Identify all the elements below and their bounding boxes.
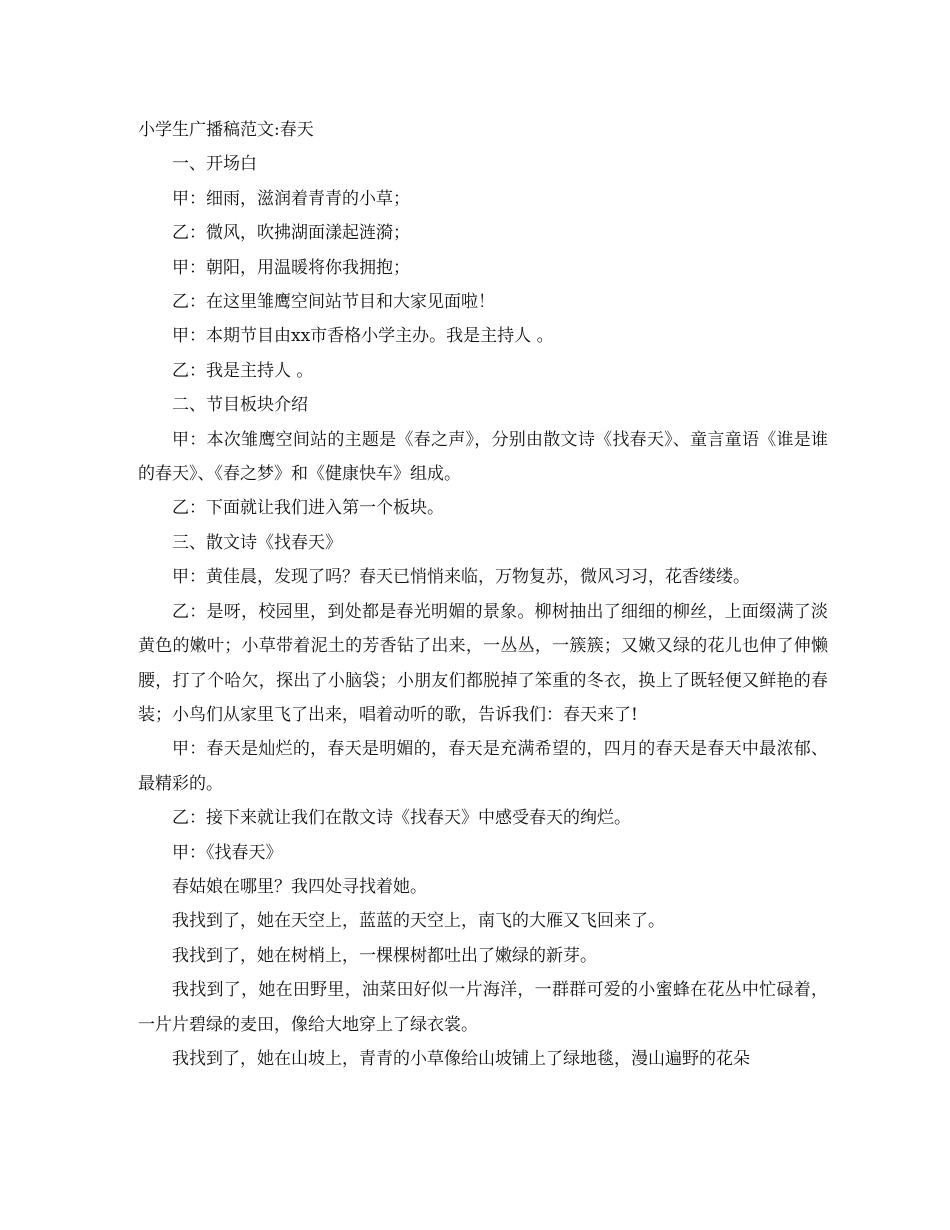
paragraph: 甲：细雨，滋润着青青的小草；	[172, 188, 410, 209]
paragraph: 甲：本次雏鹰空间站的主题是《春之声》，分别由散文诗《找春天》、童言童语《谁是谁的春天》、《春之梦》和《健康快车》组成。	[138, 429, 828, 485]
paragraph: 一、开场白	[172, 154, 257, 175]
paragraph: 我找到了，她在山坡上，青青的小草像给山坡铺上了绿地毯，漫山遍野的花朵	[172, 1048, 750, 1069]
paragraph: 二、节目板块介绍	[172, 395, 308, 416]
paragraph: 甲：《找春天》	[172, 842, 283, 863]
paragraph: 甲：本期节目由xx市香格小学主办。我是主持人 。	[172, 326, 554, 347]
paragraph: 甲：春天是灿烂的，春天是明媚的，春天是充满希望的，四月的春天是春天中最浓郁、最精彩的。	[138, 739, 828, 794]
paragraph: 甲：黄佳晨，发现了吗？春天已悄悄来临，万物复苏，微风习习，花香缕缕。	[172, 567, 750, 588]
paragraph: 我找到了，她在天空上，蓝蓝的天空上，南飞的大雁又飞回来了。	[172, 911, 665, 932]
paragraph: 乙：是呀，校园里，到处都是春光明媚的景象。柳树抽出了细细的柳丝，上面缀满了淡黄色的嫩叶；小草带着泥土的芳香钻了出来，一丛丛，一簇簇；又嫩又绿的花儿也伸了伸懒腰，打了个哈欠，探出了小脑袋；小朋友们都脱掉了笨重的冬衣，换上了既轻便又鲜艳的春装；小鸟们从家里飞了出来，唱着动听的歌，告诉我们：春天来了!	[138, 601, 828, 725]
document-title: 小学生广播稿范文:春天	[138, 120, 314, 140]
paragraph: 乙：我是主持人 。	[172, 360, 314, 381]
paragraph: 乙：下面就让我们进入第一个板块。	[172, 498, 444, 519]
paragraph: 乙：在这里雏鹰空间站节目和大家见面啦！	[172, 292, 495, 313]
paragraph: 甲：朝阳，用温暖将你我拥抱；	[172, 257, 410, 278]
paragraph: 三、散文诗《找春天》	[172, 532, 342, 553]
paragraph: 乙：接下来就让我们在散文诗《找春天》中感受春天的绚烂。	[172, 808, 631, 829]
paragraph: 春姑娘在哪里？我四处寻找着她。	[172, 876, 427, 897]
paragraph: 我找到了，她在树梢上，一棵棵树都吐出了嫩绿的新芽。	[172, 945, 597, 966]
paragraph: 我找到了，她在田野里，油菜田好似一片海洋，一群群可爱的小蜜蜂在花丛中忙碌着，一片片碧绿的麦田，像给大地穿上了绿衣裳。	[138, 980, 828, 1035]
paragraph: 乙：微风，吹拂湖面漾起涟漪；	[172, 223, 410, 244]
document-body	[138, 113, 828, 1076]
